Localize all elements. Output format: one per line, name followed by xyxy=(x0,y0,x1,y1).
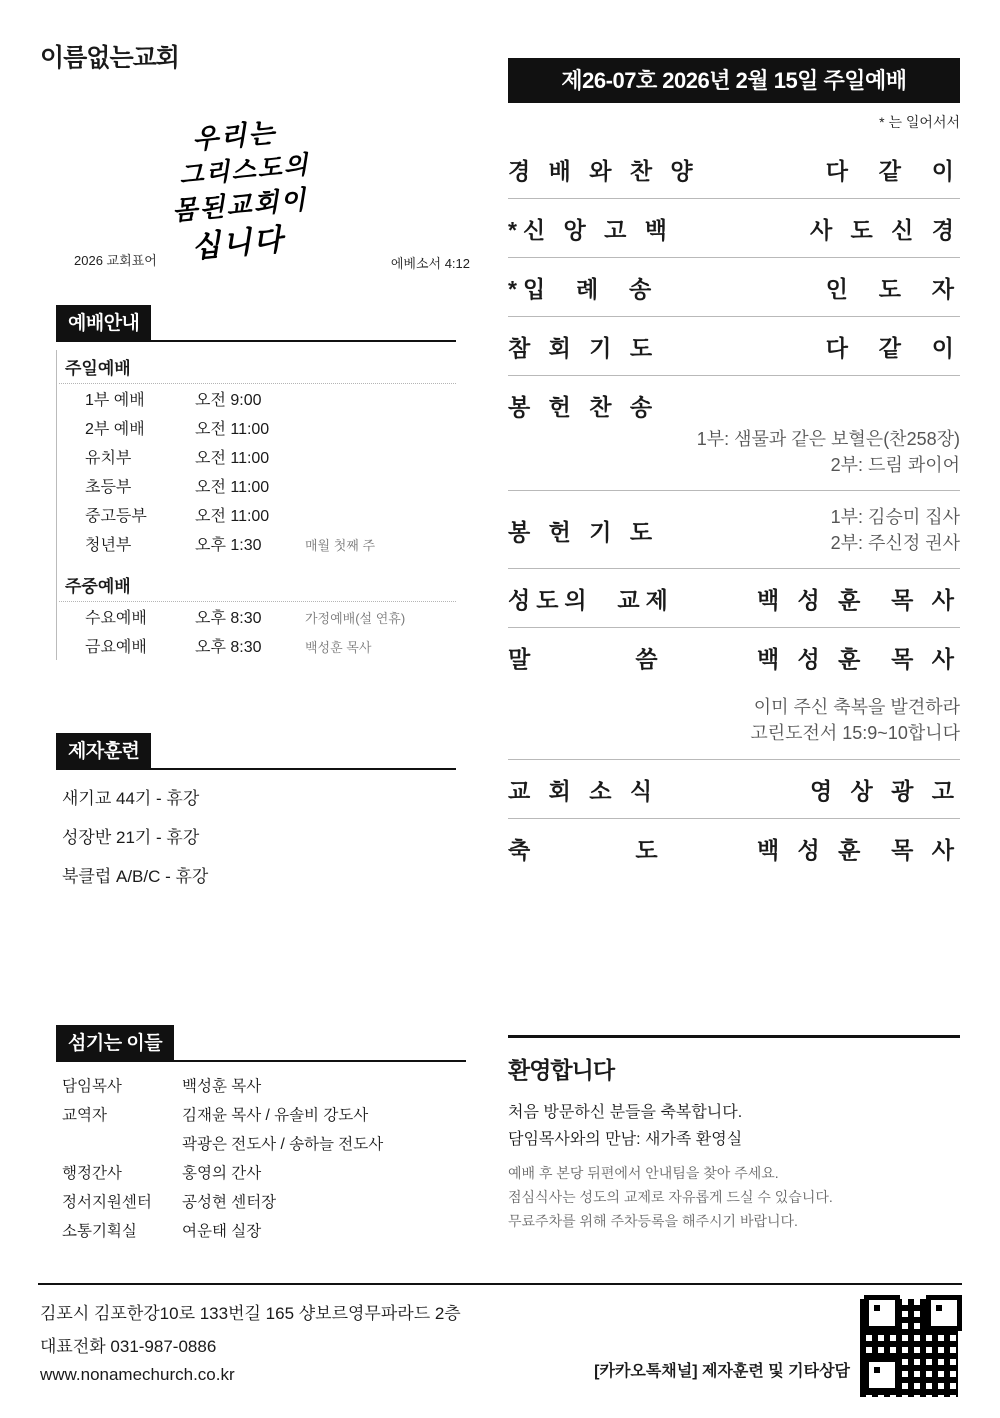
order-who: 백 성 훈 목 사 xyxy=(756,836,960,863)
order-title: 봉 헌 찬 송 xyxy=(508,394,659,420)
servant-role xyxy=(62,1132,182,1154)
calligraphy-line-2: 그리스도의 xyxy=(177,149,311,191)
order-who: 영 상 광 고 xyxy=(809,777,960,804)
order-title: 축 도 xyxy=(508,836,664,863)
welcome-line: 처음 방문하신 분들을 축복합니다. xyxy=(508,1104,743,1121)
kakao-channel-note: [카카오톡채널] 제자훈련 및 기타상담 xyxy=(594,1363,850,1380)
welcome-section xyxy=(508,1035,960,1233)
order-who: 백 성 훈 목 사 xyxy=(756,646,960,673)
order-title: 교 회 소 식 xyxy=(508,777,659,804)
worship-row-label: 2부 예배 xyxy=(85,421,145,438)
servant-row xyxy=(56,1157,466,1186)
order-title: *입 례 송 xyxy=(508,276,658,302)
welcome-title: 환영합니다 xyxy=(508,1057,615,1083)
order-subtext xyxy=(508,426,960,478)
welcome-line: 담임목사와의 만남: 새가족 환영실 xyxy=(508,1131,743,1148)
worship-row xyxy=(59,500,456,529)
servant-name: 여운태 실장 xyxy=(182,1223,262,1240)
worship-row-time: 오후 8:30 xyxy=(195,610,262,627)
order-item-sermon-title xyxy=(508,686,960,759)
order-who: 백 성 훈 목 사 xyxy=(756,587,960,614)
slogan-label: 2026 교회표어 xyxy=(74,253,157,268)
servant-role: 소통기획실 xyxy=(62,1223,137,1240)
welcome-note: 무료주차를 위해 주차등록을 해주시기 바랍니다. xyxy=(508,1213,798,1229)
worship-info-body xyxy=(56,350,456,660)
calligraphy-art xyxy=(164,100,405,266)
footer-address: 김포시 김포한강10로 133번길 165 샹보르영무파라드 2층 xyxy=(40,1304,461,1323)
worship-row-note: 매월 첫째 주 xyxy=(305,538,376,553)
order-subtext xyxy=(831,504,960,556)
servant-row xyxy=(56,1215,466,1244)
worship-row-time: 오후 1:30 xyxy=(195,537,262,554)
order-item xyxy=(508,569,960,628)
worship-row-label: 청년부 xyxy=(85,537,132,554)
footer-phone: 대표전화 031-987-0886 xyxy=(40,1337,217,1356)
discipleship-heading: 제자훈련 xyxy=(56,733,151,768)
worship-row-time: 오전 11:00 xyxy=(195,450,270,467)
worship-row xyxy=(59,471,456,500)
church-name: 이름없는교회 xyxy=(40,44,179,72)
servant-name: 김재윤 목사 / 유솔비 강도사 xyxy=(182,1107,369,1124)
qr-code-markers xyxy=(864,1295,962,1393)
worship-row xyxy=(59,602,456,631)
slogan-reference: 에베소서 4:12 xyxy=(390,256,470,271)
worship-row xyxy=(59,384,456,413)
calligraphy-line-4: 십니다 xyxy=(190,222,286,266)
order-title: 봉 헌 기 도 xyxy=(508,518,659,545)
worship-info-heading: 예배안내 xyxy=(56,305,151,340)
welcome-note: 점심식사는 성도의 교제로 자유롭게 드실 수 있습니다. xyxy=(508,1189,833,1205)
welcome-notes xyxy=(508,1161,960,1233)
order-subtext xyxy=(508,694,960,746)
order-item xyxy=(508,199,960,258)
worship-info-section xyxy=(56,305,456,660)
worship-row-label: 초등부 xyxy=(85,479,132,496)
servant-role: 행정간사 xyxy=(62,1165,122,1182)
slogan-block xyxy=(40,110,470,280)
qr-eye-top-left xyxy=(864,1295,900,1331)
sermon-scripture: 고린도전서 15:9~10합니다 xyxy=(750,723,960,744)
order-who: 다 같 이 xyxy=(825,158,960,184)
order-title: *신 앙 고 백 xyxy=(508,217,673,243)
worship-row-note: 백성훈 목사 xyxy=(305,640,372,655)
qr-eye-top-right xyxy=(926,1295,962,1331)
worship-row-label: 중고등부 xyxy=(85,508,147,525)
servant-row xyxy=(56,1128,466,1157)
worship-row-label: 수요예배 xyxy=(85,610,147,627)
worship-row-label: 금요예배 xyxy=(85,639,147,656)
worship-row-time: 오후 8:30 xyxy=(195,639,262,656)
calligraphy-line-3: 몸된교회이 xyxy=(171,185,309,227)
worship-row-time: 오전 11:00 xyxy=(195,479,270,496)
discipleship-row: 새기교 44기 - 휴강 xyxy=(62,789,200,808)
servant-role: 교역자 xyxy=(62,1107,107,1124)
order-who: 인 도 자 xyxy=(825,276,960,302)
servant-role: 담임목사 xyxy=(62,1078,122,1095)
worship-row-time: 오전 9:00 xyxy=(195,392,262,409)
worship-row-note: 가정예배(설 연휴) xyxy=(305,611,406,626)
qr-eye-bottom-left xyxy=(864,1357,900,1393)
order-item xyxy=(508,491,960,569)
worship-row-time: 오전 11:00 xyxy=(195,508,270,525)
stand-note: * 는 일어서서 xyxy=(879,114,960,130)
welcome-note: 예배 후 본당 뒤편에서 안내팀을 찾아 주세요. xyxy=(508,1165,779,1181)
order-item xyxy=(508,376,960,491)
worship-row-time: 오전 11:00 xyxy=(195,421,270,438)
order-item xyxy=(508,628,960,686)
order-of-worship xyxy=(508,140,960,877)
discipleship-row: 북클럽 A/B/C - 휴강 xyxy=(62,867,209,886)
worship-row xyxy=(59,529,456,558)
servant-row xyxy=(56,1099,466,1128)
servant-row xyxy=(56,1186,466,1215)
issue-banner: 제26-07호 2026년 2월 15일 주일예배 xyxy=(508,58,960,103)
order-who: 다 같 이 xyxy=(825,335,960,361)
sermon-title: 이미 주신 축복을 발견하라 xyxy=(753,697,960,718)
footer-divider xyxy=(38,1283,962,1285)
servant-name: 곽광은 전도사 / 송하늘 전도사 xyxy=(182,1136,384,1153)
servants-section xyxy=(56,1025,466,1244)
servant-name: 홍영의 간사 xyxy=(182,1165,262,1182)
worship-row xyxy=(59,442,456,471)
order-sub-line: 2부: 주신정 권사 xyxy=(830,533,960,554)
servant-row xyxy=(56,1070,466,1099)
order-item xyxy=(508,317,960,376)
order-sub-line: 1부: 샘물과 같은 보혈은(찬258장) xyxy=(696,429,960,449)
worship-row-label: 1부 예배 xyxy=(85,392,145,409)
order-item xyxy=(508,140,960,199)
order-item xyxy=(508,819,960,877)
order-title: 경 배 와 찬 양 xyxy=(508,158,699,184)
order-item xyxy=(508,258,960,317)
servant-name: 공성현 센터장 xyxy=(182,1194,277,1211)
order-title: 참 회 기 도 xyxy=(508,335,659,361)
calligraphy-line-1: 우리는 xyxy=(190,117,278,156)
discipleship-row: 성장반 21기 - 휴강 xyxy=(62,828,200,847)
discipleship-section xyxy=(56,733,456,887)
order-title: 말 씀 xyxy=(508,646,664,673)
footer-website[interactable]: www.nonamechurch.co.kr xyxy=(40,1365,235,1384)
order-sub-line: 1부: 김승미 집사 xyxy=(830,507,960,528)
worship-row-label: 유치부 xyxy=(85,450,132,467)
servant-role: 정서지원센터 xyxy=(62,1194,152,1211)
servants-heading: 섬기는 이들 xyxy=(56,1025,174,1060)
worship-group-title: 주일예배 xyxy=(59,350,456,384)
worship-row xyxy=(59,413,456,442)
worship-row xyxy=(59,631,456,660)
order-sub-line: 2부: 드림 콰이어 xyxy=(830,455,960,476)
order-title: 성도의 교제 xyxy=(508,587,674,614)
order-item xyxy=(508,760,960,819)
worship-group-title: 주중예배 xyxy=(59,568,456,602)
order-who: 사 도 신 경 xyxy=(809,217,960,243)
servant-name: 백성훈 목사 xyxy=(182,1078,262,1095)
